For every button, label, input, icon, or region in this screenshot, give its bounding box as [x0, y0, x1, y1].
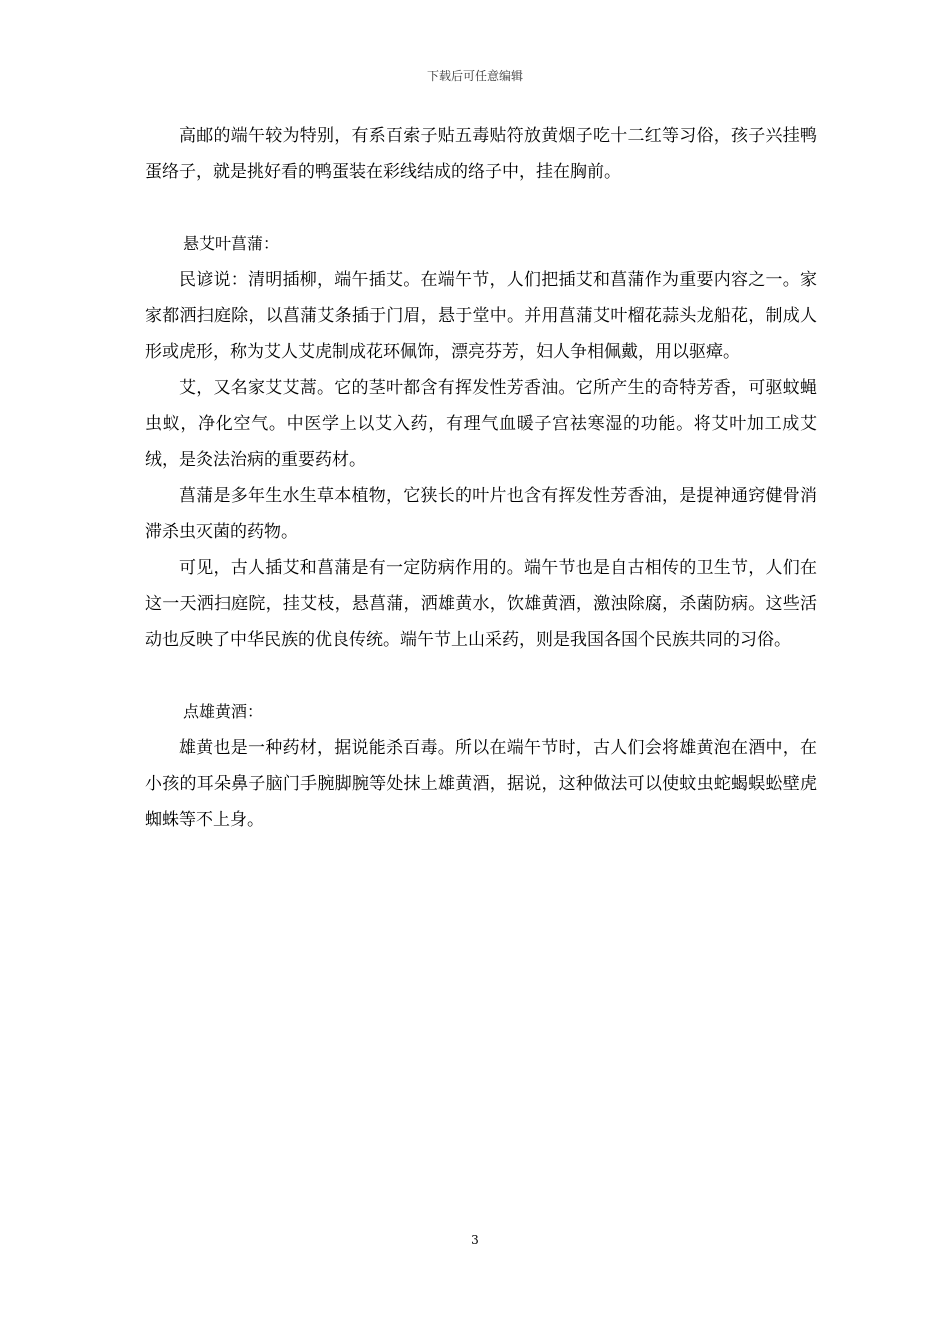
mugwort-paragraph-1: 民谚说：清明插柳，端午插艾。在端午节，人们把插艾和菖蒲作为重要内容之一。家家都洒扫庭除，以菖蒲艾条插于门眉，悬于堂中。并用菖蒲艾叶榴花蒜头龙船花，制成人形或虎形，称为艾人艾虎制成花环佩饰，漂亮芬芳，妇人争相佩戴，用以驱瘴。	[145, 270, 817, 362]
page-number: 3	[471, 1233, 479, 1247]
intro-paragraph: 高邮的端午较为特别，有系百索子贴五毒贴符放黄烟子吃十二红等习俗，孩子兴挂鸭蛋络子，就是挑好看的鸭蛋装在彩线结成的络子中，挂在胸前。	[145, 126, 817, 182]
mugwort-paragraph-2: 艾，又名家艾艾蒿。它的茎叶都含有挥发性芳香油。它所产生的奇特芳香，可驱蚊蝇虫蚁，净化空气。中医学上以艾入药，有理气血暖子宫祛寒湿的功能。将艾叶加工成艾绒，是灸法治病的重要药材。	[145, 378, 817, 470]
section-heading-realgar: 点雄黄酒：	[183, 702, 264, 721]
page-header: 下载后可任意编辑	[426, 69, 523, 83]
section-heading-mugwort: 悬艾叶菖蒲：	[183, 234, 280, 253]
section-spacer	[145, 190, 817, 226]
realgar-paragraph: 雄黄也是一种药材，据说能杀百毒。所以在端午节时，古人们会将雄黄泡在酒中，在小孩的耳朵鼻子脑门手腕脚腕等处抹上雄黄酒，据说，这种做法可以使蚊虫蛇蝎蜈蚣壁虎蜘蛛等不上身。	[145, 738, 817, 830]
document-body	[145, 118, 817, 838]
section-spacer	[145, 658, 817, 694]
mugwort-paragraph-3: 菖蒲是多年生水生草本植物，它狭长的叶片也含有挥发性芳香油，是提神通窍健骨消滞杀虫灭菌的药物。	[145, 486, 817, 542]
mugwort-paragraph-4: 可见，古人插艾和菖蒲是有一定防病作用的。端午节也是自古相传的卫生节，人们在这一天洒扫庭院，挂艾枝，悬菖蒲，洒雄黄水，饮雄黄酒，激浊除腐，杀菌防病。这些活动也反映了中华民族的优良传统。端午节上山采药，则是我国各国个民族共同的习俗。	[145, 558, 817, 650]
